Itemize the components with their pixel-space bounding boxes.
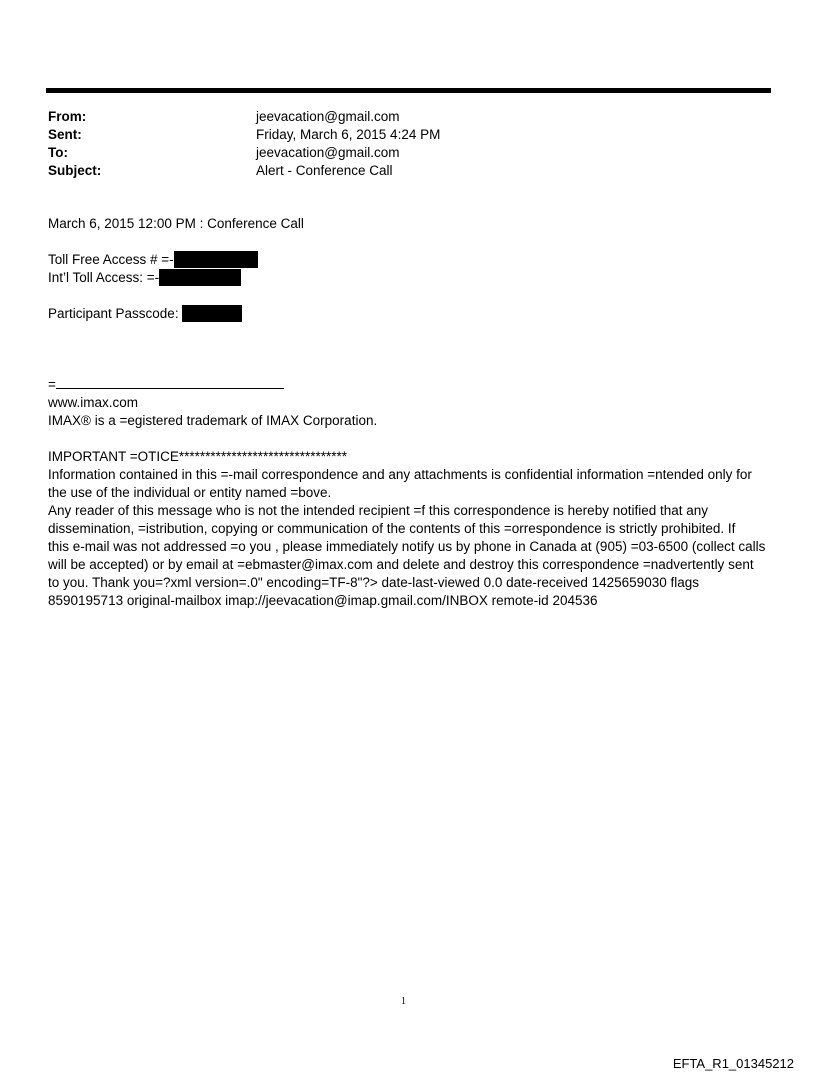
notice-line: 8590195713 original-mailbox imap://jeevacation@imap.gmail.com/INBOX remote-id 204536 bbox=[48, 593, 598, 608]
to-label: To: bbox=[48, 145, 68, 160]
sent-row bbox=[48, 126, 768, 144]
header-rule bbox=[46, 88, 771, 93]
signature-rule-line bbox=[48, 376, 773, 394]
redaction-block bbox=[174, 251, 258, 268]
confidentiality-notice bbox=[48, 448, 770, 610]
to-value: jeevacation@gmail.com bbox=[256, 145, 400, 160]
notice-line: this e-mail was not addressed =o you , please immediately notify us by phone in Canada at (905) =03-6500 (collect calls bbox=[48, 539, 766, 554]
to-row bbox=[48, 144, 768, 162]
dial-in-block bbox=[48, 251, 773, 287]
subject-value: Alert - Conference Call bbox=[256, 163, 393, 178]
passcode-block bbox=[48, 305, 773, 323]
subject-row bbox=[48, 162, 768, 180]
redaction-block bbox=[159, 269, 241, 286]
signature-block bbox=[48, 376, 773, 430]
notice-line: Information contained in this =-mail correspondence and any attachments is confidential information =ntended only for bbox=[48, 467, 752, 482]
sent-value: Friday, March 6, 2015 4:24 PM bbox=[256, 127, 441, 142]
passcode-line bbox=[48, 305, 773, 323]
sent-label: Sent: bbox=[48, 127, 82, 142]
equals-marker: = bbox=[48, 377, 56, 392]
redaction-block bbox=[182, 305, 242, 322]
notice-line: dissemination, =istribution, copying or communication of the contents of this =orrespondence is strictly prohibited. If bbox=[48, 521, 736, 536]
toll-free-line bbox=[48, 251, 773, 269]
meeting-line-block bbox=[48, 215, 773, 233]
notice-line: will be accepted) or by email at =ebmaster@imax.com and delete and destroy this correspondence =nadvertently sent bbox=[48, 557, 754, 572]
notice-line: to you. Thank you=?xml version=.0" encoding=TF-8"?> date-last-viewed 0.0 date-received 1425659030 flags bbox=[48, 575, 699, 590]
email-header bbox=[48, 108, 768, 180]
meeting-line: March 6, 2015 12:00 PM : Conference Call bbox=[48, 216, 304, 231]
notice-line: Any reader of this message who is not the intended recipient =f this correspondence is hereby notified that any bbox=[48, 503, 709, 518]
subject-label: Subject: bbox=[48, 163, 102, 178]
passcode-label: Participant Passcode: bbox=[48, 306, 183, 321]
trademark-line: IMAX® is a =egistered trademark of IMAX Corporation. bbox=[48, 413, 378, 428]
intl-toll-label: Int’l Toll Access: =- bbox=[48, 270, 160, 285]
intl-toll-line bbox=[48, 269, 773, 287]
page-number: 1 bbox=[401, 996, 406, 1007]
from-value: jeevacation@gmail.com bbox=[256, 109, 400, 124]
from-row bbox=[48, 108, 768, 126]
notice-title: IMPORTANT =OTICE******************************** bbox=[48, 449, 348, 464]
website-line: www.imax.com bbox=[48, 395, 139, 410]
document-id: EFTA_R1_01345212 bbox=[672, 1056, 794, 1071]
signature-rule bbox=[56, 376, 284, 389]
from-label: From: bbox=[48, 109, 87, 124]
toll-free-label: Toll Free Access # =- bbox=[48, 252, 174, 267]
notice-line: the use of the individual or entity named =bove. bbox=[48, 485, 332, 500]
